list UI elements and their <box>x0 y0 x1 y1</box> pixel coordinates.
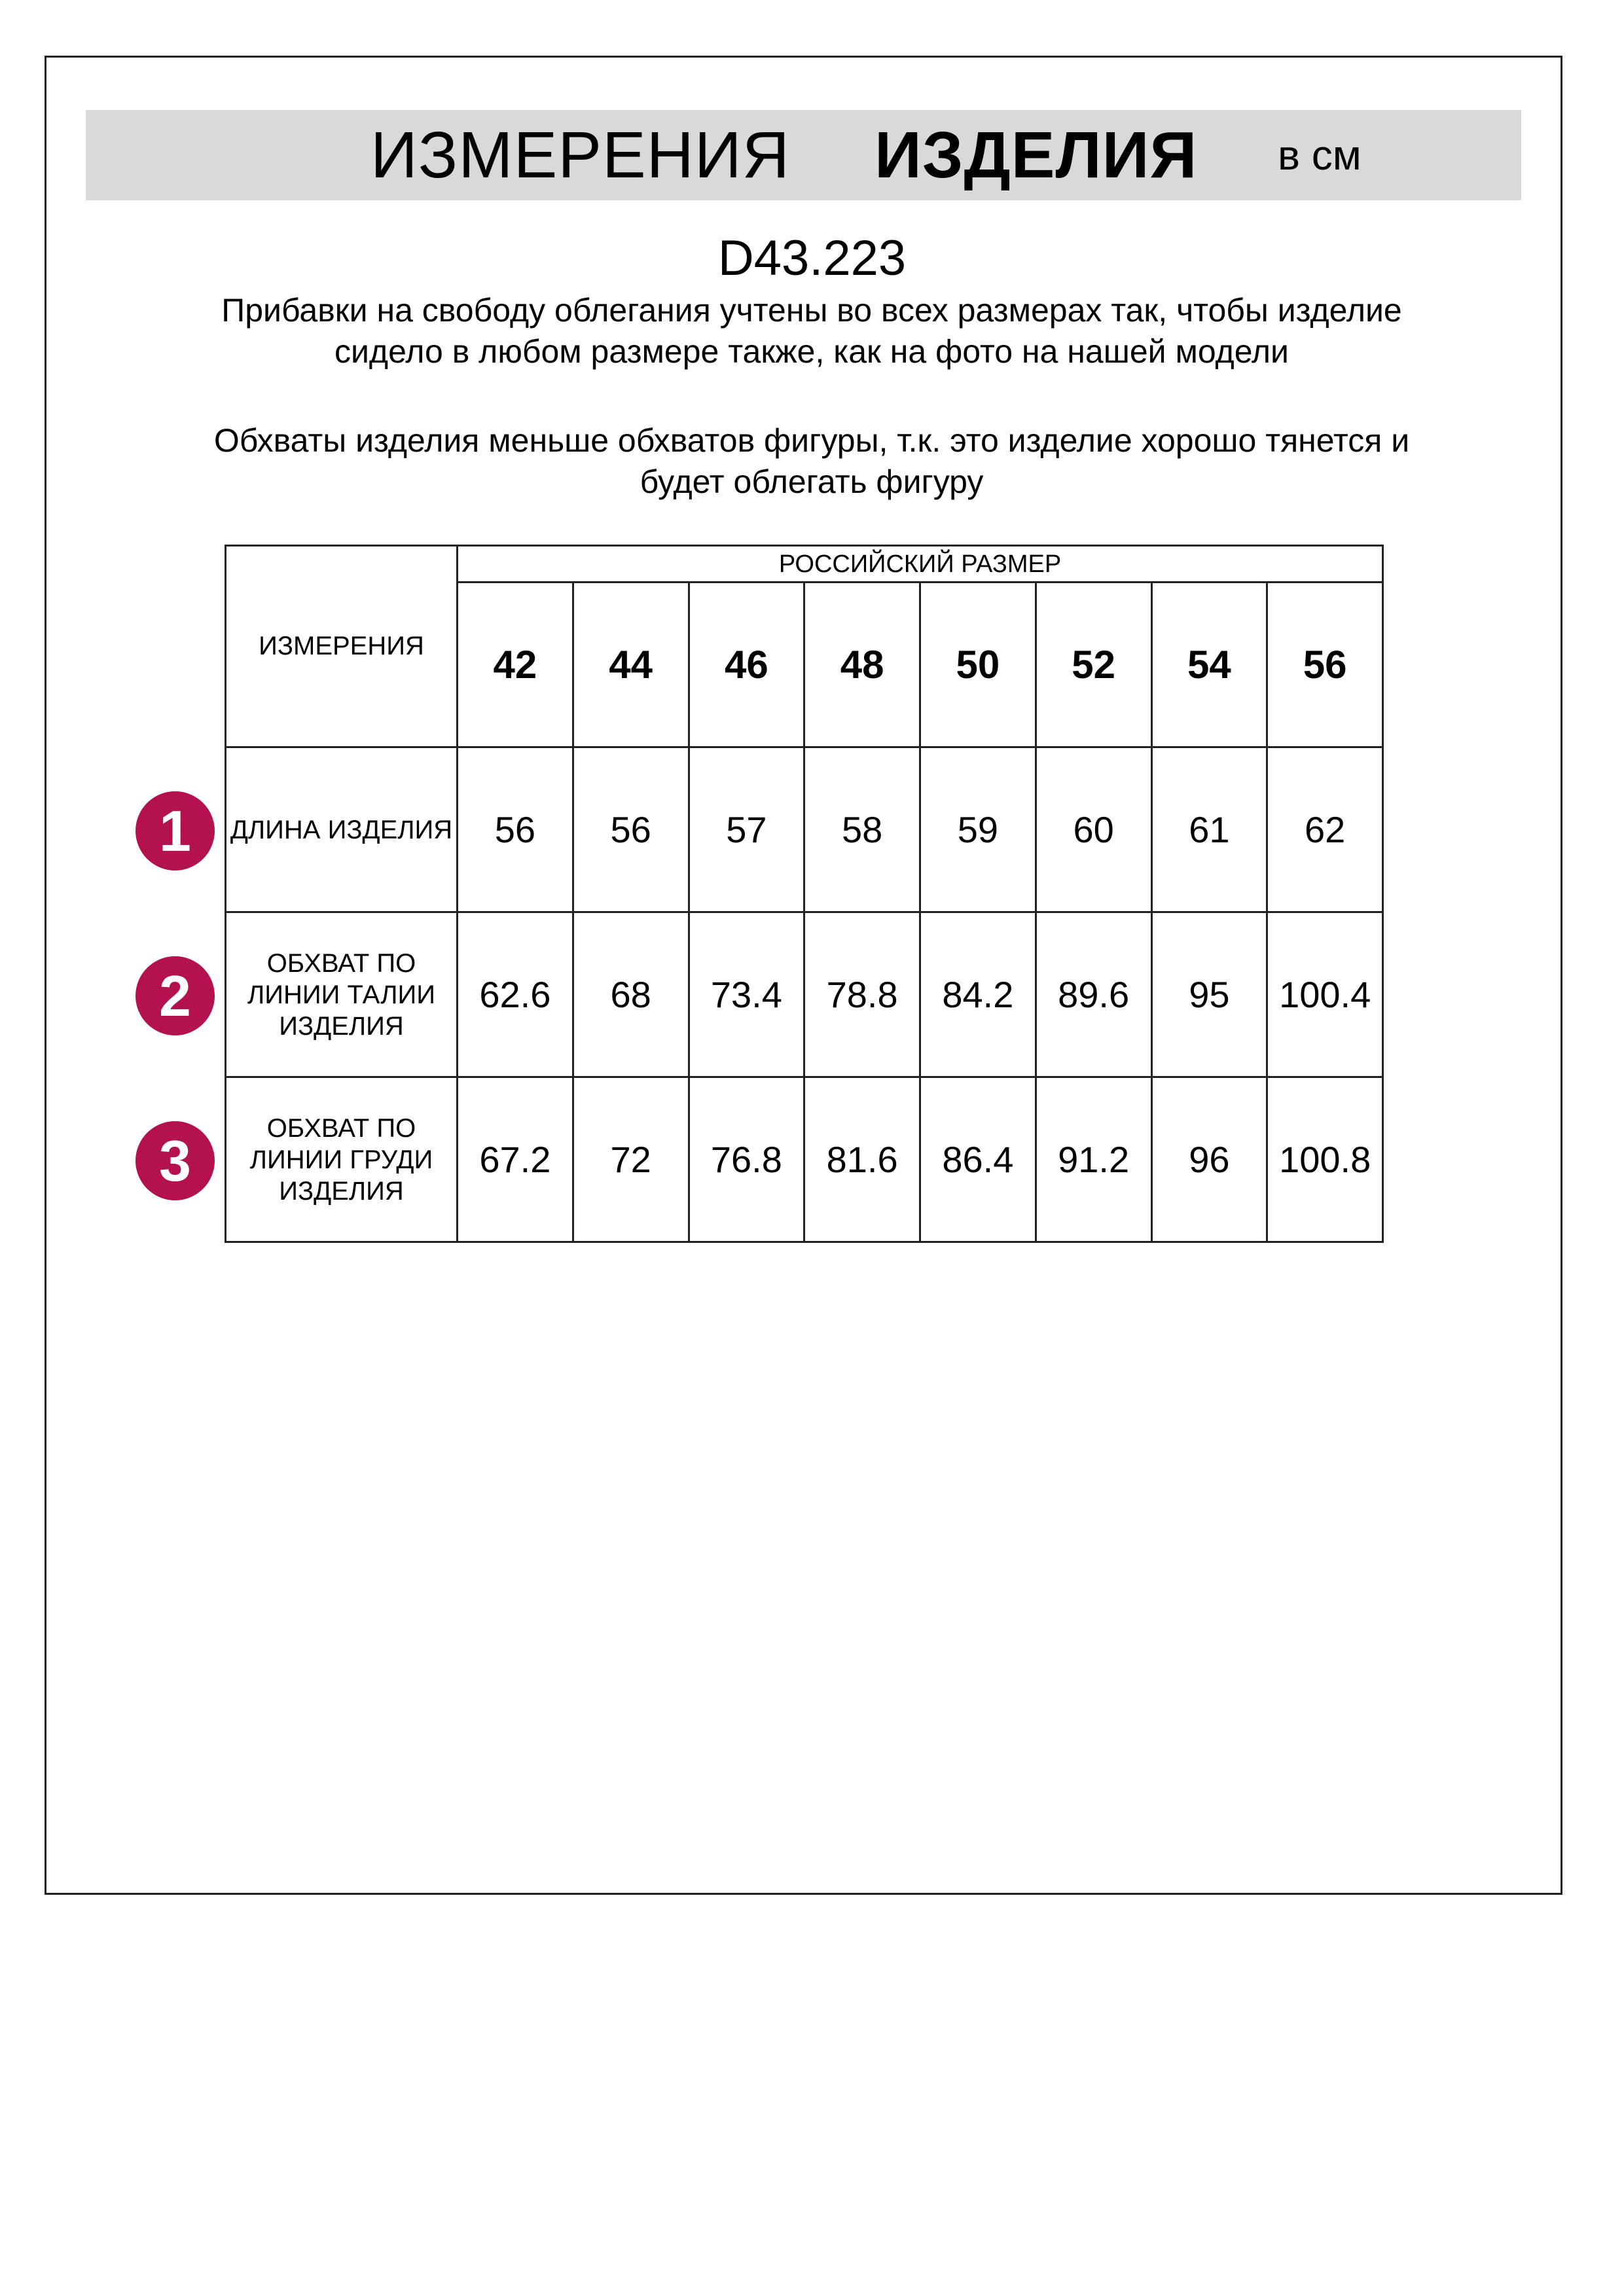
table-cell: 56 <box>573 747 689 912</box>
fit-note: Прибавки на свободу облегания учтены во всех размерах так, чтобы изделие сидело в любом размере также, как на фото на нашей модели <box>221 292 1402 370</box>
russian-size-header: РОССИЙСКИЙ РАЗМЕР <box>458 546 1383 583</box>
stretch-note: Обхваты изделия меньше обхватов фигуры, т.к. это изделие хорошо тянется и будет облегать фигуру <box>213 422 1410 500</box>
table-row <box>226 912 1383 1077</box>
size-header: 54 <box>1151 583 1267 747</box>
table-cell: 72 <box>573 1077 689 1242</box>
size-header: 44 <box>573 583 689 747</box>
size-header: 42 <box>458 583 573 747</box>
table-cell: 67.2 <box>458 1077 573 1242</box>
size-table <box>225 545 1384 1243</box>
row-number-badge-2: 2 <box>135 956 215 1035</box>
title-measurements: ИЗМЕРЕНИЯ <box>370 118 790 192</box>
row-label-length: ДЛИНА ИЗДЕЛИЯ <box>226 747 458 912</box>
row-label-waist: ОБХВАТ ПО ЛИНИИ ТАЛИИ ИЗДЕЛИЯ <box>226 912 458 1077</box>
table-cell: 68 <box>573 912 689 1077</box>
table-cell: 60 <box>1036 747 1151 912</box>
table-cell: 81.6 <box>804 1077 920 1242</box>
title-unit: в см <box>1278 132 1362 179</box>
table-cell: 100.8 <box>1267 1077 1383 1242</box>
table-cell: 59 <box>920 747 1036 912</box>
measurements-header: ИЗМЕРЕНИЯ <box>226 546 458 747</box>
size-header: 52 <box>1036 583 1151 747</box>
table-cell: 61 <box>1151 747 1267 912</box>
table-cell: 57 <box>689 747 804 912</box>
size-header: 48 <box>804 583 920 747</box>
title-product: ИЗДЕЛИЯ <box>875 118 1198 192</box>
table-cell: 76.8 <box>689 1077 804 1242</box>
table-cell: 86.4 <box>920 1077 1036 1242</box>
size-header: 56 <box>1267 583 1383 747</box>
table-cell: 96 <box>1151 1077 1267 1242</box>
table-cell: 62 <box>1267 747 1383 912</box>
table-cell: 95 <box>1151 912 1267 1077</box>
table-header-row <box>226 546 1383 583</box>
size-header: 50 <box>920 583 1036 747</box>
table-row <box>226 747 1383 912</box>
table-cell: 89.6 <box>1036 912 1151 1077</box>
row-number-badge-3: 3 <box>135 1121 215 1200</box>
table-cell: 73.4 <box>689 912 804 1077</box>
row-label-chest: ОБХВАТ ПО ЛИНИИ ГРУДИ ИЗДЕЛИЯ <box>226 1077 458 1242</box>
table-cell: 56 <box>458 747 573 912</box>
article-number: D43.223 <box>717 230 907 286</box>
table-row <box>226 1077 1383 1242</box>
table-cell: 62.6 <box>458 912 573 1077</box>
row-number-badge-1: 1 <box>135 791 215 870</box>
size-header: 46 <box>689 583 804 747</box>
table-cell: 84.2 <box>920 912 1036 1077</box>
table-cell: 100.4 <box>1267 912 1383 1077</box>
table-cell: 58 <box>804 747 920 912</box>
table-cell: 91.2 <box>1036 1077 1151 1242</box>
table-cell: 78.8 <box>804 912 920 1077</box>
